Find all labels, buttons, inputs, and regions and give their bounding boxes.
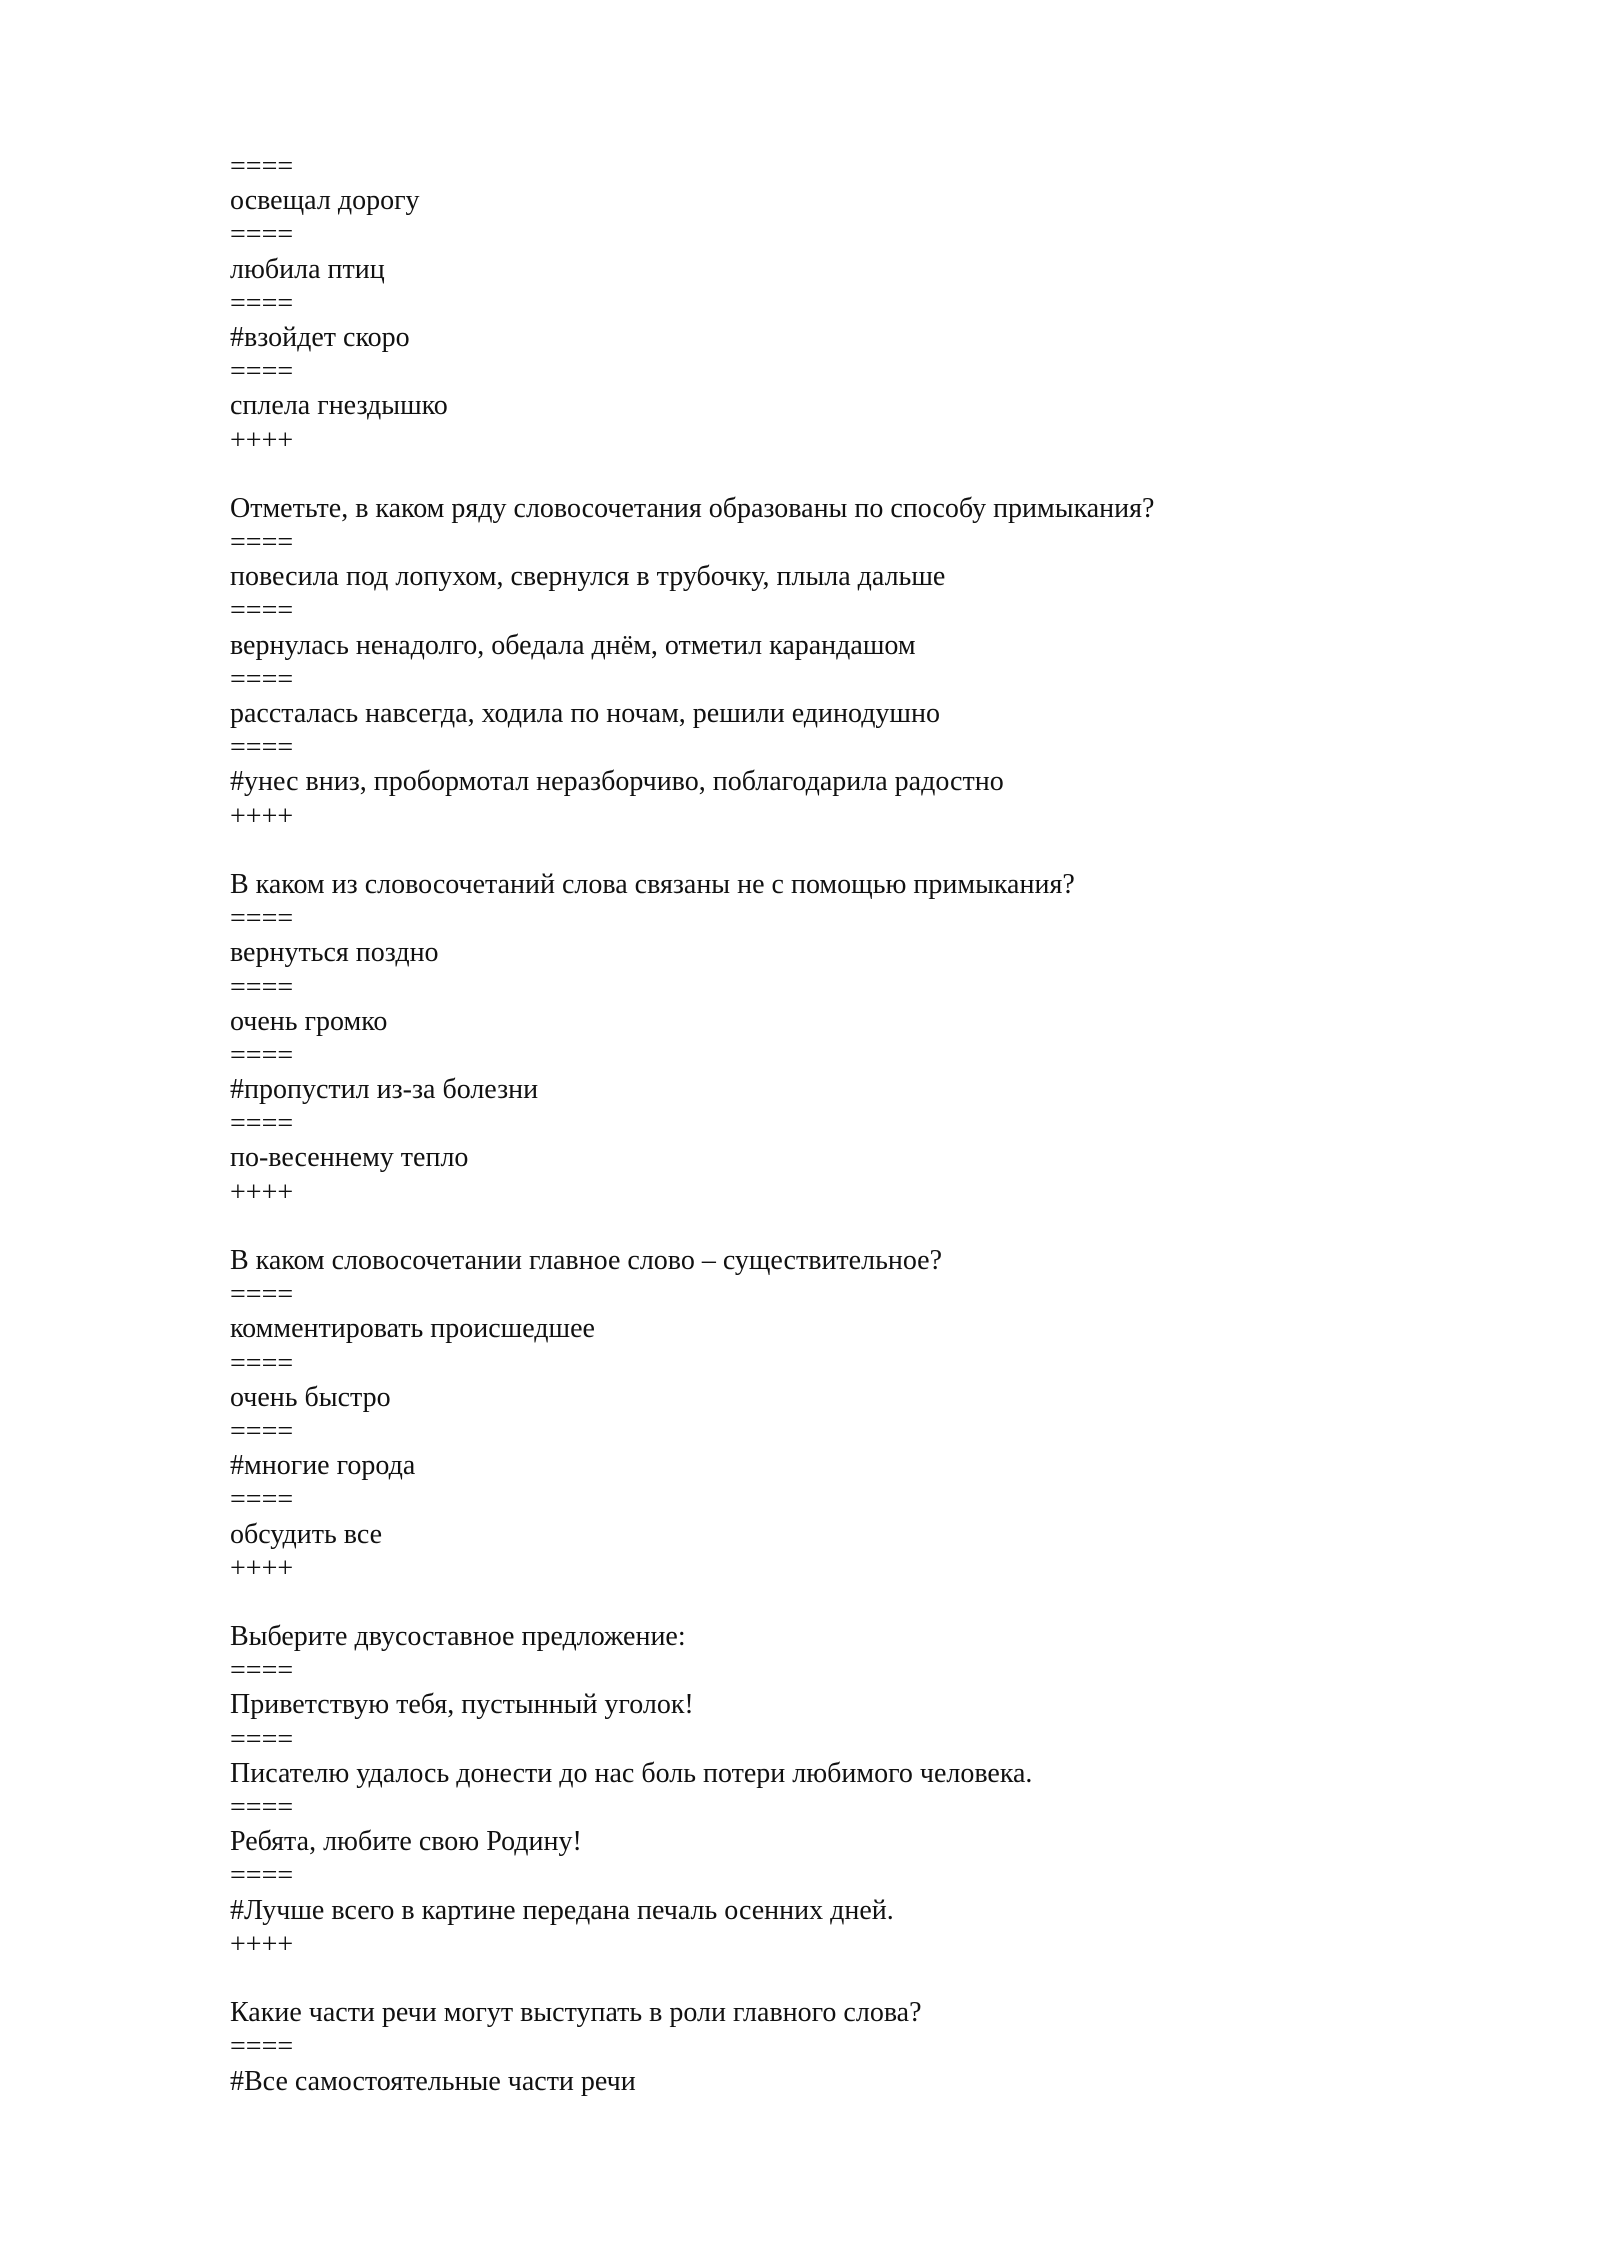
text-line: Приветствую тебя, пустынный уголок! (230, 1689, 694, 1721)
answer-separator: ==== (230, 527, 294, 559)
question-separator: ++++ (230, 1552, 294, 1584)
text-line: обсудить все (230, 1518, 383, 1550)
answer-separator: ==== (230, 903, 294, 935)
document-body (230, 150, 1430, 2099)
text-line: вернулась ненадолго, обедала днём, отметил карандашом (230, 629, 916, 661)
blank-line (230, 1962, 1430, 1996)
answer-separator: ==== (230, 1279, 294, 1311)
text-line: вернуться поздно (230, 937, 439, 969)
answer-separator: ==== (230, 219, 294, 251)
correct-answer-line: #унес вниз, пробормотал неразборчиво, поблагодарила радостно (230, 766, 1004, 798)
answer-separator: ==== (230, 732, 294, 764)
text-line: В каком словосочетании главное слово – существительное? (230, 1245, 943, 1276)
correct-answer-line: #Лучше всего в картине передана печаль осенних дней. (230, 1894, 894, 1926)
text-line: очень громко (230, 1005, 388, 1037)
text-line: Ребята, любите свою Родину! (230, 1826, 582, 1858)
answer-separator: ==== (230, 1723, 294, 1755)
question-separator: ++++ (230, 1176, 294, 1208)
text-line: повесила под лопухом, свернулся в трубочку, плыла дальше (230, 561, 946, 593)
answer-separator: ==== (230, 356, 294, 388)
answer-separator: ==== (230, 1108, 294, 1140)
blank-line (230, 834, 1430, 868)
answer-separator: ==== (230, 1484, 294, 1516)
text-line: рассталась навсегда, ходила по ночам, решили единодушно (230, 698, 940, 729)
correct-answer-line: #многие города (230, 1450, 416, 1482)
answer-separator: ==== (230, 1039, 294, 1071)
answer-separator: ==== (230, 1860, 294, 1892)
correct-answer-line: #Все самостоятельные части речи (230, 2065, 636, 2097)
text-line: Писателю удалось донести до нас боль потери любимого человека. (230, 1757, 1033, 1789)
text-line: Какие части речи могут выступать в роли главного слова? (230, 1997, 922, 2029)
answer-separator: ==== (230, 1347, 294, 1379)
correct-answer-line: #пропустил из-за болезни (230, 1074, 539, 1106)
text-line: по-весеннему тепло (230, 1142, 469, 1174)
text-line: сплела гнездышко (230, 390, 448, 422)
correct-answer-line: #взойдет скоро (230, 321, 410, 353)
answer-separator: ==== (230, 1792, 294, 1823)
question-separator: ++++ (230, 1928, 294, 1960)
text-line: любила птиц (230, 253, 385, 285)
text-line: Отметьте, в каком ряду словосочетания образованы по способу примыкания? (230, 492, 1155, 524)
answer-separator: ==== (230, 595, 294, 627)
text-line: В каком из словосочетаний слова связаны не с помощью примыкания? (230, 868, 1075, 900)
question-separator: ++++ (230, 424, 294, 456)
answer-separator: ==== (230, 971, 294, 1003)
question-separator: ++++ (230, 800, 294, 832)
text-line: освещал дорогу (230, 185, 420, 217)
answer-separator: ==== (230, 287, 294, 319)
text-line: Выберите двусоставное предложение: (230, 1621, 686, 1653)
blank-line (230, 1210, 1430, 1244)
answer-separator: ==== (230, 663, 294, 695)
blank-line (230, 458, 1430, 492)
answer-separator: ==== (230, 1655, 294, 1687)
answer-separator: ==== (230, 151, 294, 182)
text-line: очень быстро (230, 1381, 391, 1413)
answer-separator: ==== (230, 1415, 294, 1447)
text-line: комментировать происшедшее (230, 1313, 595, 1345)
answer-separator: ==== (230, 2031, 294, 2063)
blank-line (230, 1586, 1430, 1620)
